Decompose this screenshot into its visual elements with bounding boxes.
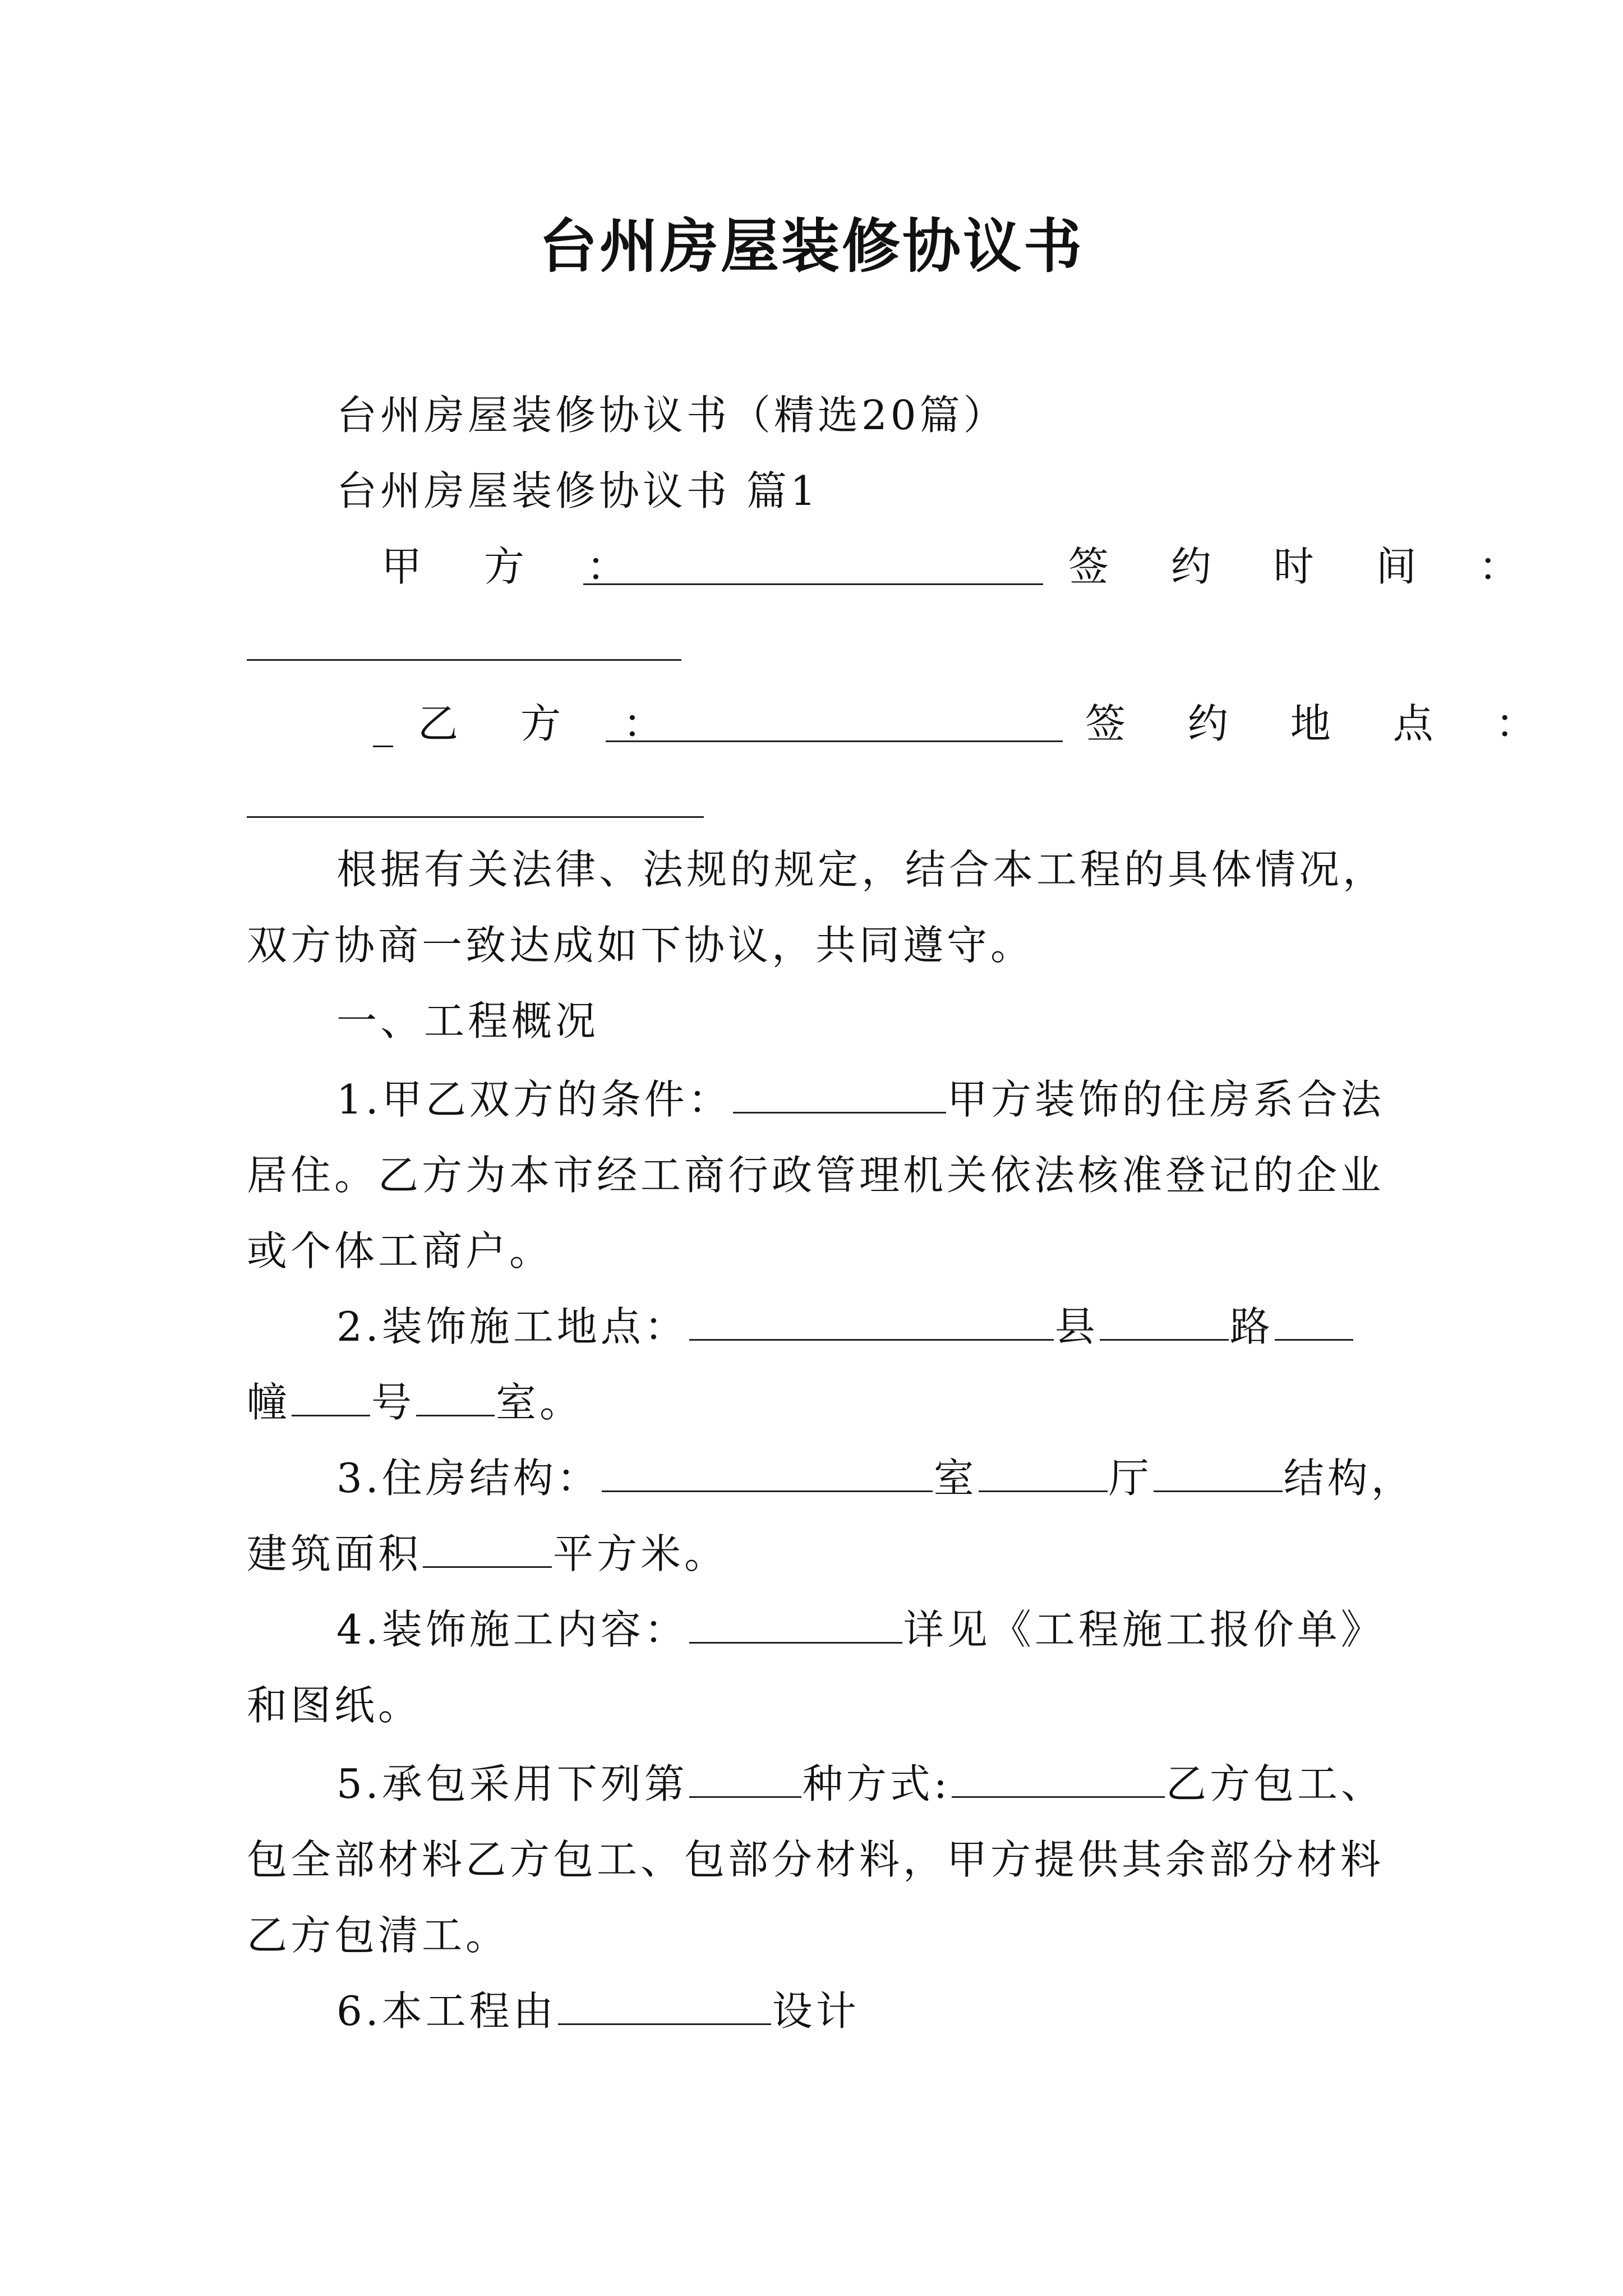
sign-time-label: 签 约 时 间 ：: [1068, 543, 1544, 590]
item-3-type-blank: [602, 1458, 933, 1492]
item-5-method-blank: [952, 1764, 1165, 1798]
item-2-number-blank: [416, 1382, 495, 1416]
item-6-label: 6.本工程由: [336, 1987, 557, 2035]
item-5-label: 5.承包采用下列第: [336, 1760, 688, 1807]
item-1-line-1: [336, 1071, 1385, 1128]
item-4-blank: [689, 1609, 902, 1644]
item-5-method: 种方式:: [802, 1760, 951, 1807]
party-a-blank: [583, 583, 1043, 585]
item-4-text: 详见《工程施工报价单》: [903, 1606, 1385, 1653]
document-subtitle: 台州房屋装修协议书（精选20篇）: [336, 392, 1007, 439]
item-2-county: 县: [1054, 1303, 1099, 1350]
item-2-county-blank: [1100, 1306, 1229, 1341]
intro-line-1: 根据有关法律、法规的规定，结合本工程的具体情况，: [336, 846, 1387, 893]
sign-place-label: 签 约 地 点 ：: [1085, 700, 1561, 747]
item-6-blank: [558, 1991, 771, 2025]
item-2-number: 号: [371, 1379, 416, 1426]
party-a-label: 甲 方 ：: [381, 543, 652, 590]
item-2-address-blank: [689, 1306, 1054, 1341]
party-b-blank: [606, 740, 1063, 742]
item-4-line-2: 和图纸。: [247, 1682, 422, 1729]
heading-project-overview: 一、工程概况: [336, 997, 600, 1045]
item-5-line-1: [336, 1756, 1385, 1812]
item-3-area-label: 建筑面积: [247, 1530, 422, 1577]
item-3-hall-blank: [1154, 1458, 1283, 1492]
party-b-prefix: _: [373, 700, 396, 747]
item-2-line-1: [336, 1299, 1354, 1355]
item-4-line-1: [336, 1602, 1385, 1658]
item-2-label: 2.装饰施工地点：: [336, 1303, 688, 1350]
item-5-line-3: 乙方包清工。: [247, 1912, 510, 1959]
item-2-room: 室。: [496, 1379, 584, 1426]
item-3-structure: 结构，: [1283, 1455, 1415, 1502]
intro-line-2: 双方协商一致达成如下协议，共同遵守。: [247, 922, 1035, 969]
item-3-room: 室: [933, 1455, 978, 1502]
item-6-text: 设计: [772, 1987, 860, 2035]
item-3-room-blank: [979, 1458, 1108, 1492]
item-2-line-2: [247, 1374, 583, 1430]
document-title: 台州房屋装修协议书: [538, 212, 1084, 280]
item-3-area-unit: 平方米。: [553, 1530, 728, 1577]
item-1-line-3: 或个体工商户。: [247, 1227, 554, 1274]
item-3-line-1: [336, 1450, 1415, 1506]
item-6-line-1: [336, 1983, 860, 2039]
item-3-area-blank: [423, 1534, 552, 1568]
item-1-blank: [733, 1079, 946, 1114]
party-b-label: 乙 方 ：: [418, 700, 688, 747]
item-3-hall: 厅: [1108, 1455, 1152, 1502]
item-3-line-2: [247, 1526, 728, 1582]
item-3-label: 3.住房结构：: [336, 1455, 601, 1502]
item-5-line-2: 包全部材料乙方包工、包部分材料，甲方提供其余部分材料: [247, 1836, 1385, 1883]
section-heading: 台州房屋装修协议书 篇1: [336, 467, 819, 514]
item-2-road: 路: [1229, 1303, 1274, 1350]
sign-place-blank: [247, 816, 704, 818]
item-1-text: 甲方装饰的住房系合法: [947, 1076, 1385, 1123]
item-1-label: 1.甲乙双方的条件：: [336, 1076, 732, 1123]
item-5-text: 乙方包工、: [1165, 1760, 1385, 1807]
item-5-option-blank: [689, 1764, 801, 1798]
sign-time-blank: [247, 659, 681, 661]
item-4-label: 4.装饰施工内容：: [336, 1606, 688, 1653]
item-2-building-blank: [292, 1382, 370, 1416]
item-2-road-blank: [1275, 1306, 1353, 1341]
item-2-building: 幢: [247, 1379, 291, 1426]
item-1-line-2: 居住。乙方为本市经工商行政管理机关依法核准登记的企业: [247, 1152, 1385, 1199]
